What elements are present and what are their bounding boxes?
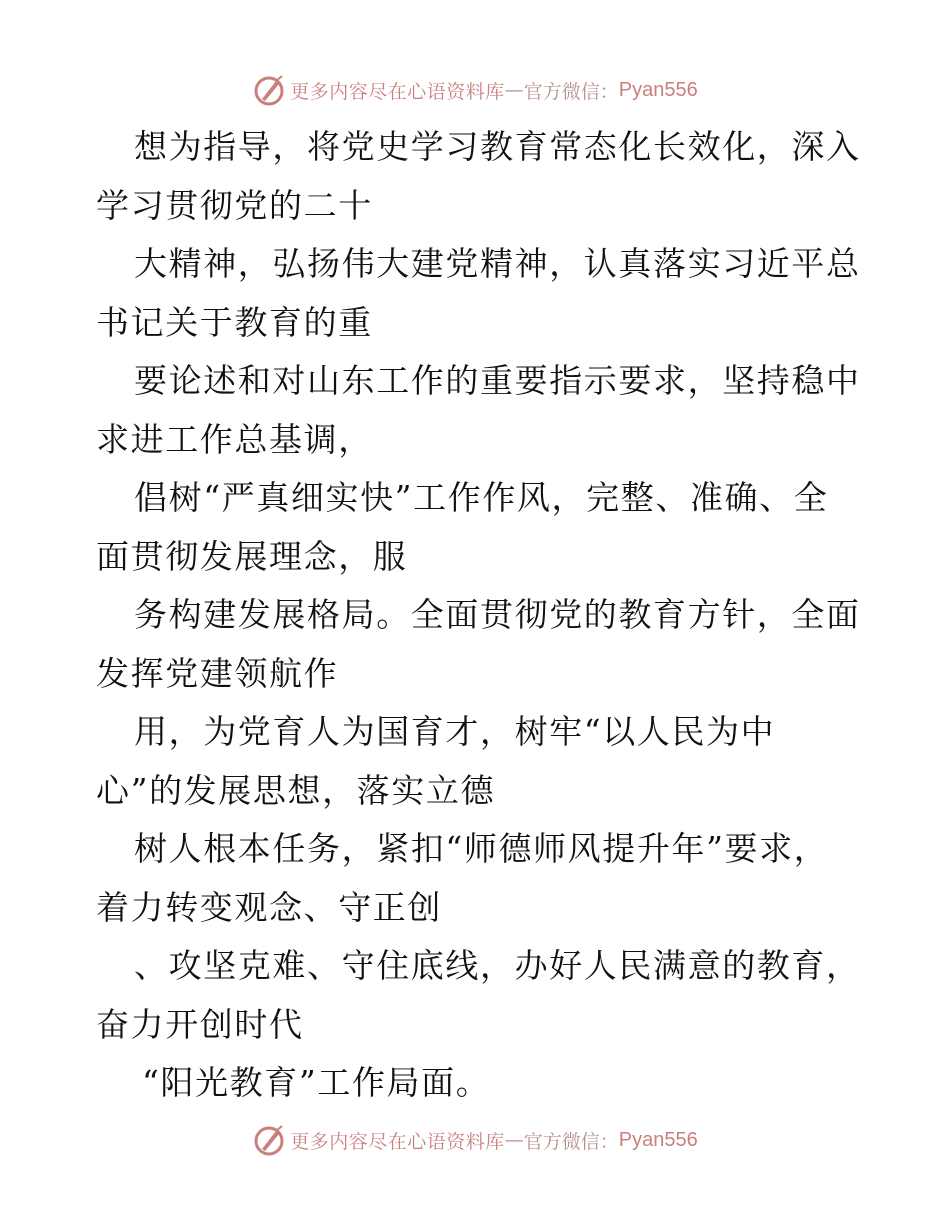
body-line: 大精神，弘扬伟大建党精神，认真落实习近平总 — [134, 244, 861, 283]
body-line: 心”的发展思想，落实立德 — [96, 770, 496, 810]
body-line: 用，为党育人为国育才，树牢“以人民为中 — [134, 712, 776, 751]
body-line: 务构建发展格局。全面贯彻党的教育方针，全面 — [134, 595, 861, 634]
body-line: 面贯彻发展理念，服 — [96, 536, 408, 576]
body-line: 着力转变观念、守正创 — [96, 887, 442, 927]
body-line: 书记关于教育的重 — [96, 302, 373, 342]
body-line: 倡树“严真细实快”工作作风，完整、准确、全 — [134, 478, 829, 517]
header-wechat-id: Pyan556 — [618, 78, 698, 101]
header-wechat-label: 官方微信： — [523, 80, 619, 103]
body-line: 树人根本任务，紧扣“师德师风提升年”要求， — [134, 829, 829, 868]
header-text: 更多内容尽在心语资料库 — [290, 80, 505, 103]
footer-wechat-label: 官方微信： — [523, 1130, 619, 1153]
footer-text: 更多内容尽在心语资料库 — [290, 1130, 505, 1153]
document-body — [96, 118, 861, 1113]
body-line: 、攻坚克难、守住底线，办好人民满意的教育， — [134, 946, 861, 985]
quill-pen-logo-icon — [252, 1123, 286, 1157]
header-dash: — — [504, 79, 524, 101]
footer-dash: — — [504, 1129, 524, 1151]
body-line: 想为指导，将党史学习教育常态化长效化，深入 — [134, 127, 861, 166]
header-banner — [0, 70, 950, 110]
footer-banner — [0, 1120, 950, 1160]
body-line: “阳光教育”工作局面。 — [142, 1063, 491, 1102]
body-line: 要论述和对山东工作的重要指示要求，坚持稳中 — [134, 361, 861, 400]
body-line: 学习贯彻党的二十 — [96, 185, 373, 225]
body-line: 求进工作总基调， — [96, 419, 373, 459]
footer-wechat-id: Pyan556 — [618, 1128, 698, 1151]
body-line: 发挥党建领航作 — [96, 653, 339, 693]
body-line: 奋力开创时代 — [96, 1004, 304, 1044]
quill-pen-logo-icon — [252, 73, 286, 107]
